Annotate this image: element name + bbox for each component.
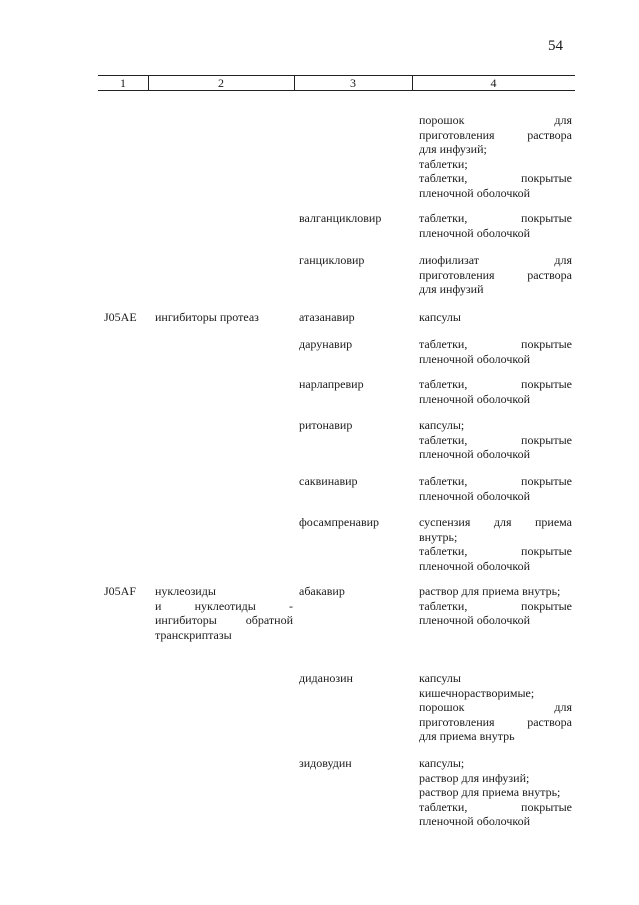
dosage-forms: [419, 211, 572, 240]
dosage-forms: [419, 474, 572, 503]
dosage-forms-line: [419, 310, 572, 325]
word: для инфузий: [419, 282, 484, 296]
dosage-forms-line: [419, 700, 572, 715]
drug-name: ганцикловир: [299, 253, 365, 267]
dosage-forms-line: [419, 392, 572, 407]
dosage-forms-line: [419, 171, 572, 186]
dosage-forms-line: [419, 418, 572, 433]
drug-name: саквинавир: [299, 474, 358, 488]
page-number: 54: [548, 38, 563, 54]
word: таблетки,: [419, 799, 468, 814]
word: капсулы: [419, 310, 461, 324]
group-name-line: [155, 310, 293, 325]
word: пленочной оболочкой: [419, 814, 531, 828]
word: покрытые: [521, 799, 572, 814]
dosage-forms-line: [419, 142, 572, 157]
word: раствор для приема внутрь;: [419, 584, 561, 598]
group-name: [155, 310, 293, 325]
word: раствор для приема внутрь;: [419, 785, 561, 799]
dosage-forms: [419, 337, 572, 366]
word: таблетки,: [419, 171, 468, 185]
dosage-forms-line: [419, 515, 572, 530]
group-name: [155, 584, 293, 642]
word: приготовления: [419, 267, 495, 282]
word: порошок: [419, 700, 465, 714]
word: капсулы: [419, 671, 461, 685]
word: капсулы;: [419, 418, 465, 432]
word: для инфузий;: [419, 142, 487, 156]
word: покрытые: [521, 377, 572, 391]
header-col-1: 1: [120, 76, 126, 90]
word: для: [554, 113, 572, 127]
drug-name: дарунавир: [299, 337, 353, 351]
word: покрытые: [521, 432, 572, 447]
word: обратной: [245, 613, 293, 627]
word: приготовления: [419, 127, 495, 142]
dosage-forms-line: [419, 800, 572, 815]
dosage-forms: [419, 515, 572, 573]
dosage-forms: [419, 756, 572, 829]
drug-name: ритонавир: [299, 418, 353, 432]
word: пленочной оболочкой: [419, 185, 531, 200]
word: порошок: [419, 113, 465, 127]
word: нуклеозиды: [155, 584, 216, 598]
drug-name: абакавир: [299, 584, 345, 598]
word: покрытые: [521, 211, 572, 225]
dosage-forms-line: [419, 474, 572, 489]
dosage-forms-line: [419, 599, 572, 614]
word: таблетки,: [419, 432, 468, 447]
dosage-forms-line: [419, 613, 572, 628]
drug-name: атазанавир: [299, 310, 355, 324]
word: таблетки,: [419, 211, 468, 225]
word: нуклеотиды: [194, 598, 256, 613]
dosage-forms-line: [419, 544, 572, 559]
dosage-forms-line: [419, 253, 572, 268]
word: покрытые: [521, 474, 572, 488]
word: для приема внутрь: [419, 729, 515, 743]
dosage-forms-line: [419, 814, 572, 829]
drug-name: нарлапревир: [299, 377, 364, 391]
word: суспензия: [419, 515, 471, 529]
word: раствора: [527, 714, 572, 729]
dosage-forms-line: [419, 352, 572, 367]
word: для: [554, 253, 572, 267]
word: приготовления: [419, 714, 495, 729]
word: раствора: [527, 267, 572, 282]
dosage-forms: [419, 671, 572, 744]
word: для: [493, 515, 512, 529]
dosage-forms-line: [419, 113, 572, 128]
word: кишечнорастворимые;: [419, 685, 535, 700]
dosage-forms-line: [419, 715, 572, 730]
header-col-4: 4: [490, 76, 497, 90]
atc-code: J05AE: [104, 310, 137, 324]
dosage-forms-line: [419, 226, 572, 241]
dosage-forms-line: [419, 282, 572, 297]
word: таблетки,: [419, 474, 468, 488]
dosage-forms-line: [419, 686, 572, 701]
drug-name: валганцикловир: [299, 211, 382, 225]
atc-code: J05AF: [104, 584, 137, 598]
word: -: [288, 598, 293, 613]
dosage-forms-line: [419, 447, 572, 462]
drug-name: фосампренавир: [299, 515, 380, 529]
dosage-forms-line: [419, 530, 572, 545]
dosage-forms: [419, 113, 572, 200]
word: пленочной оболочкой: [419, 391, 531, 406]
header-col-2: 2: [218, 76, 224, 90]
dosage-forms-line: [419, 186, 572, 201]
dosage-forms-line: [419, 211, 572, 226]
word: и: [155, 598, 162, 613]
word: таблетки,: [419, 377, 468, 391]
word: покрытые: [521, 337, 572, 351]
dosage-forms-line: [419, 157, 572, 172]
table-header: [98, 75, 575, 91]
header-col-3: 3: [350, 76, 356, 90]
word: пленочной оболочкой: [419, 447, 531, 461]
dosage-forms: [419, 310, 572, 325]
drug-name: зидовудин: [299, 756, 352, 770]
word: для: [554, 700, 572, 714]
dosage-forms-line: [419, 671, 572, 686]
group-name-line: [155, 599, 293, 614]
word: транскриптазы: [155, 627, 232, 642]
word: капсулы;: [419, 756, 465, 770]
word: пленочной оболочкой: [419, 613, 531, 627]
word: пленочной оболочкой: [419, 488, 531, 503]
word: покрытые: [521, 171, 572, 185]
dosage-forms-line: [419, 377, 572, 392]
dosage-forms-line: [419, 771, 572, 786]
group-name-line: [155, 613, 293, 628]
word: таблетки;: [419, 156, 468, 171]
dosage-forms-line: [419, 268, 572, 283]
dosage-forms-line: [419, 584, 572, 599]
dosage-forms: [419, 584, 572, 628]
word: внутрь;: [419, 529, 458, 544]
group-name-line: [155, 628, 293, 643]
dosage-forms: [419, 418, 572, 462]
word: таблетки,: [419, 337, 468, 351]
dosage-forms-line: [419, 559, 572, 574]
word: пленочной оболочкой: [419, 351, 531, 366]
word: таблетки,: [419, 598, 468, 613]
word: покрытые: [521, 544, 572, 558]
drug-name: диданозин: [299, 671, 353, 685]
word: ингибиторы протеаз: [155, 310, 259, 324]
word: покрытые: [521, 598, 572, 613]
dosage-forms: [419, 253, 572, 297]
word: пленочной оболочкой: [419, 558, 531, 573]
dosage-forms-line: [419, 489, 572, 504]
dosage-forms-line: [419, 785, 572, 800]
group-name-line: [155, 584, 293, 599]
dosage-forms-line: [419, 756, 572, 771]
dosage-forms-line: [419, 128, 572, 143]
word: приема: [534, 515, 572, 529]
dosage-forms: [419, 377, 572, 406]
word: раствор для инфузий;: [419, 770, 530, 785]
word: таблетки,: [419, 544, 468, 558]
word: раствора: [527, 127, 572, 142]
dosage-forms-line: [419, 337, 572, 352]
dosage-forms-line: [419, 729, 572, 744]
word: ингибиторы: [155, 613, 217, 627]
word: лиофилизат: [419, 253, 480, 267]
word: пленочной оболочкой: [419, 225, 531, 240]
dosage-forms-line: [419, 433, 572, 448]
